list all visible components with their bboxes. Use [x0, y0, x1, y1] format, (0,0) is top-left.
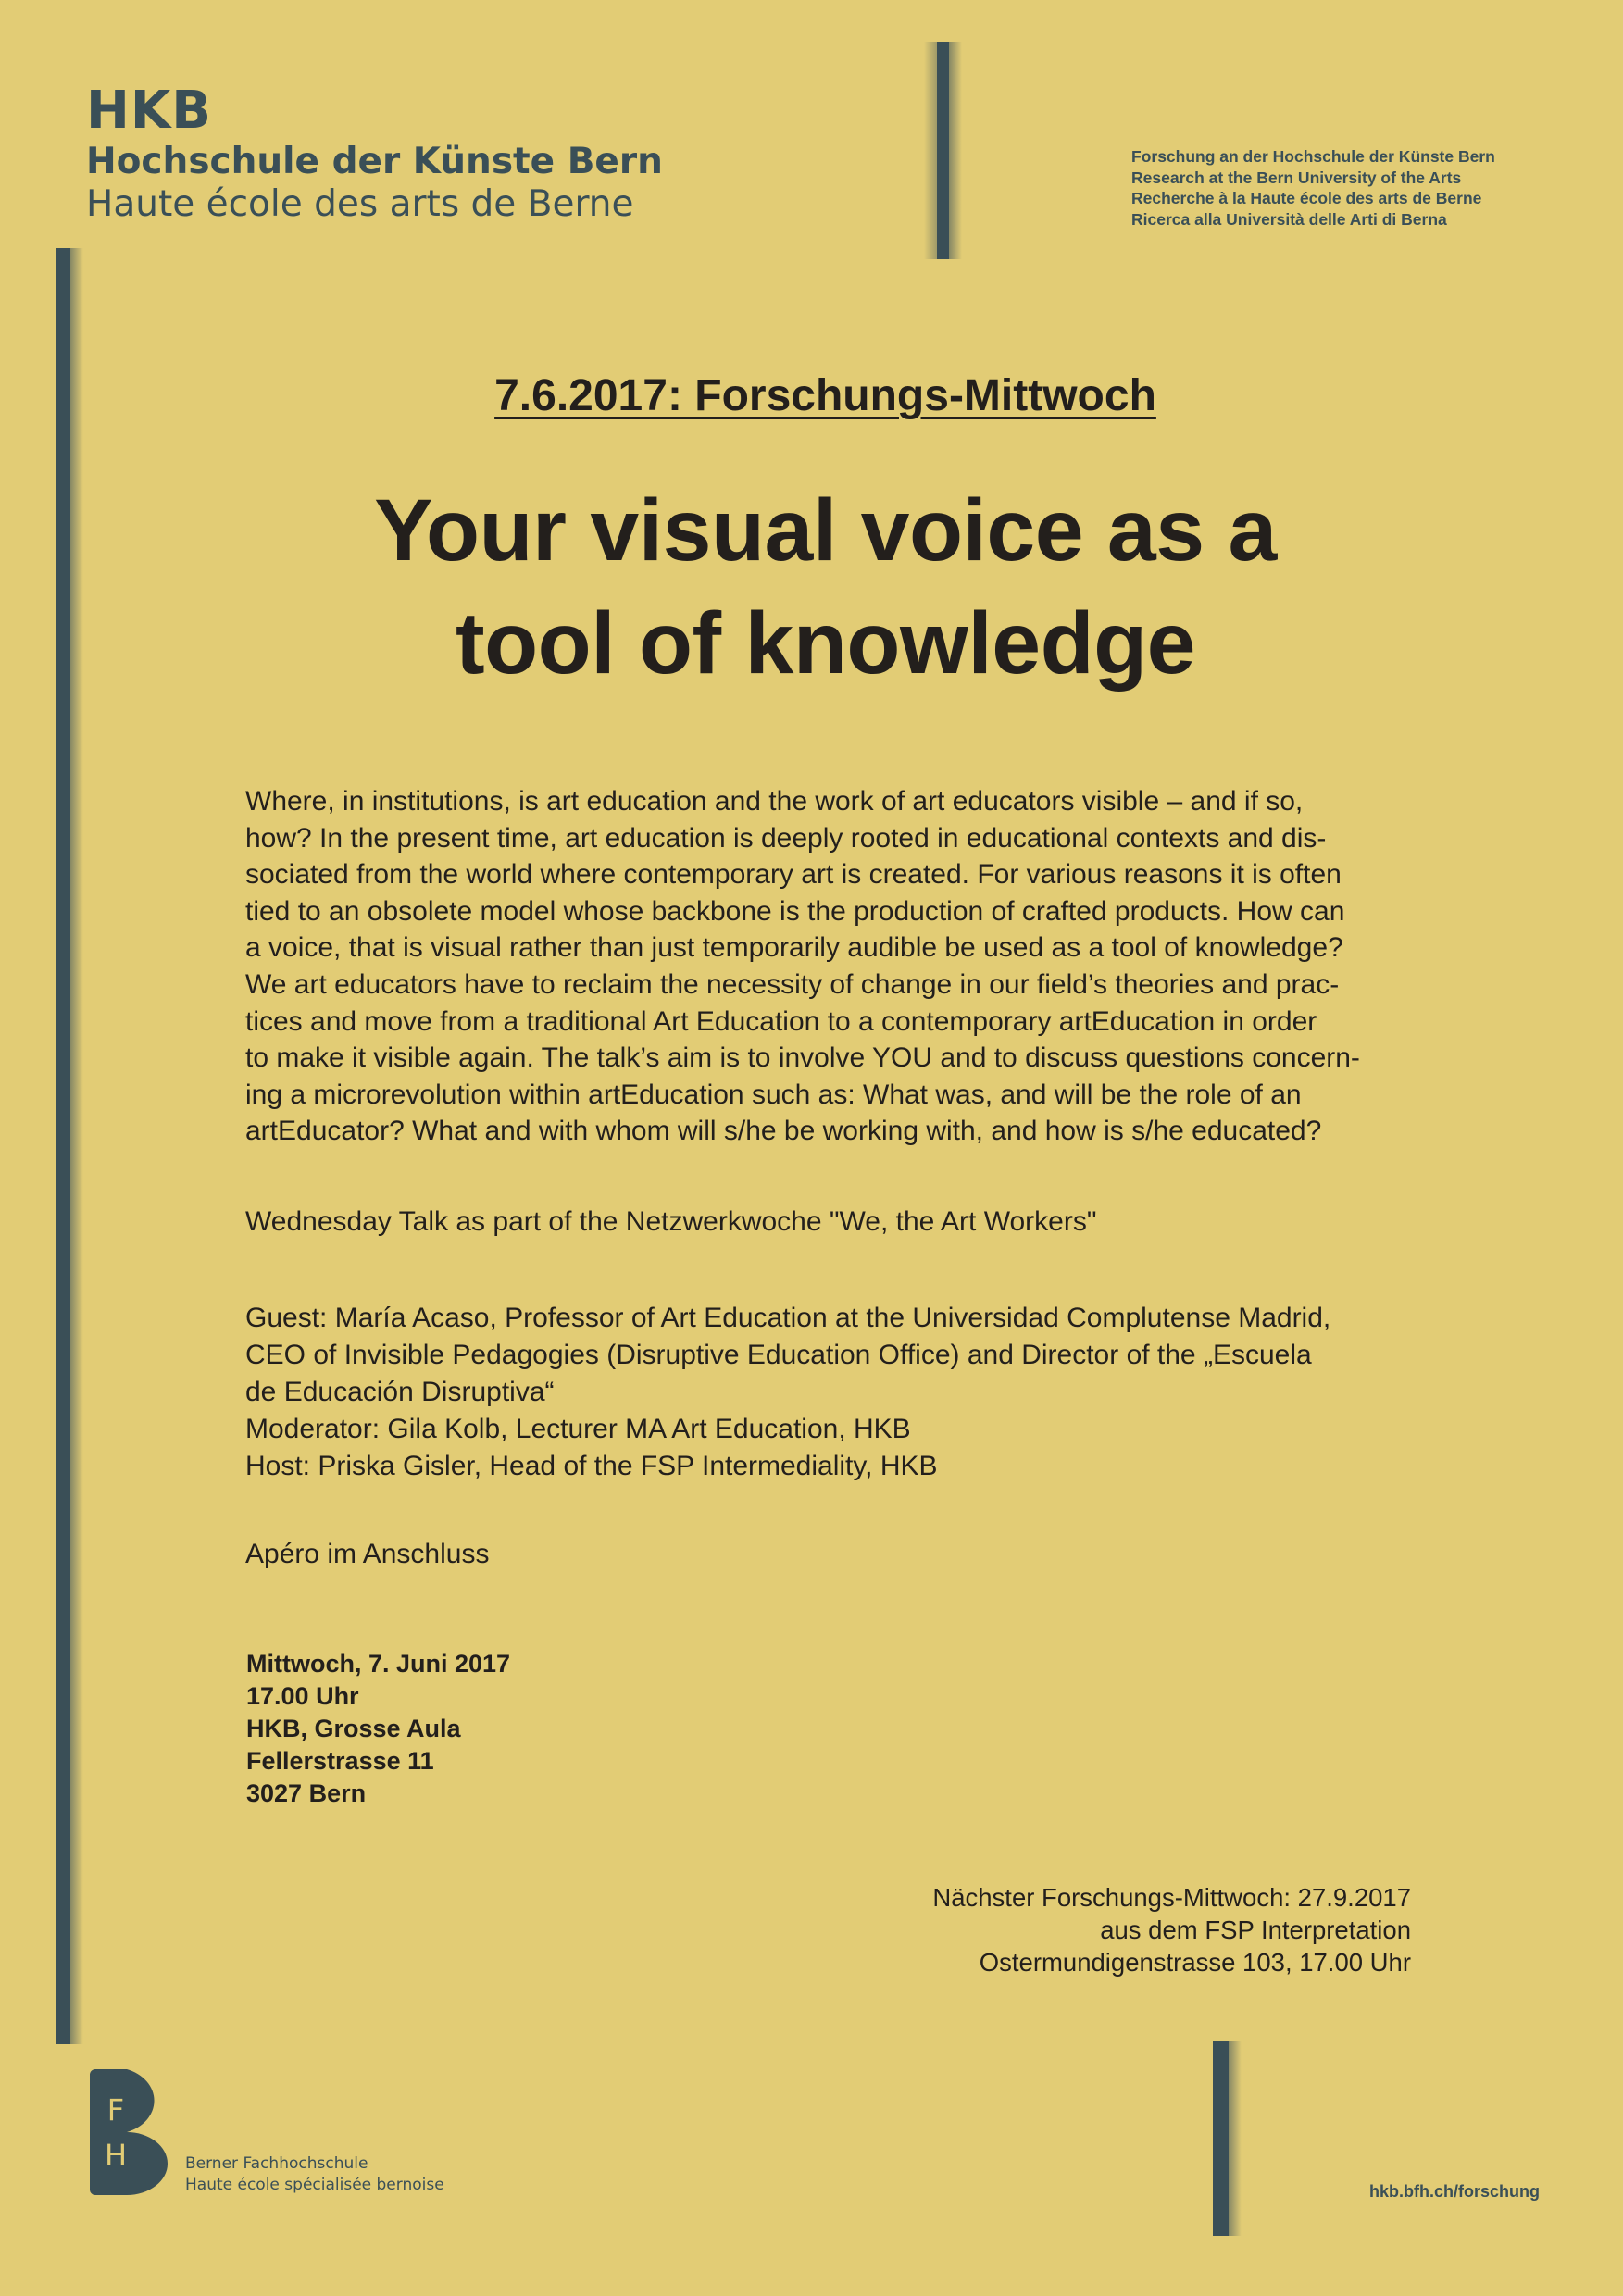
event-city: 3027 Bern: [246, 1779, 367, 1807]
description-line: how? In the present time, art education is deeply rooted in educational contexts and dis-: [245, 822, 1327, 854]
event-details: [246, 1648, 510, 1810]
description-line: tices and move from a traditional Art Education to a contemporary artEducation in order: [245, 1005, 1317, 1037]
main-title-line: Your visual voice as a: [374, 481, 1277, 580]
next-event-line: aus dem FSP Interpretation: [1100, 1915, 1411, 1944]
event-date: Mittwoch, 7. Juni 2017: [246, 1650, 511, 1678]
logo-line-french: Haute école des arts de Berne: [86, 183, 634, 225]
research-line: Research at the Bern University of the Arts: [1131, 168, 1462, 187]
moderator-line: Moderator: Gila Kolb, Lecturer MA Art Education, HKB: [245, 1414, 911, 1444]
description-paragraph: [245, 783, 1417, 1150]
guest-line: de Educación Disruptiva“: [245, 1377, 555, 1407]
event-street: Fellerstrasse 11: [246, 1747, 434, 1775]
event-date-title: 7.6.2017: Forschungs-Mittwoch: [494, 371, 1156, 420]
description-line: artEducator? What and with whom will s/he be working with, and how is s/he educated?: [245, 1116, 1322, 1147]
website-link[interactable]: hkb.bfh.ch/forschung: [1369, 2182, 1540, 2201]
hkb-logo: [86, 83, 663, 226]
research-line: Ricerca alla Università delle Arti di Berna: [1131, 209, 1447, 229]
guest-info: [245, 1300, 1330, 1485]
main-title-line: tool of knowledge: [456, 594, 1195, 693]
apero-note: Apéro im Anschluss: [245, 1539, 490, 1569]
description-line: to make it visible again. The talk’s aim is to involve YOU and to discuss questions concern-: [245, 1042, 1360, 1074]
logo-short: HKB: [86, 81, 212, 141]
bfh-letter: F: [106, 2092, 125, 2128]
next-event-line: Ostermundigenstrasse 103, 17.00 Uhr: [979, 1948, 1411, 1977]
bfh-name-german: Berner Fachhochschule: [185, 2154, 368, 2173]
top-decorative-bar: [937, 42, 949, 259]
description-line: Where, in institutions, is art education and the work of art educators visible – and if so,: [245, 786, 1304, 817]
next-event-line: Nächster Forschungs-Mittwoch: 27.9.2017: [932, 1883, 1411, 1912]
logo-line-german: Hochschule der Künste Bern: [86, 141, 663, 182]
bfh-name: [185, 2153, 444, 2196]
event-venue: HKB, Grosse Aula: [246, 1715, 461, 1742]
description-line: ing a microrevolution within artEducation such as: What was, and will be the role of an: [245, 1079, 1302, 1110]
description-line: tied to an obsolete model whose backbone is the production of crafted products. How can: [245, 895, 1345, 927]
bottom-decorative-bar: [1213, 2041, 1229, 2236]
bfh-letter: H: [104, 2138, 128, 2173]
guest-line: CEO of Invisible Pedagogies (Disruptive Education Office) and Director of the „Escuela: [245, 1340, 1312, 1370]
host-line: Host: Priska Gisler, Head of the FSP Intermediality, HKB: [245, 1451, 938, 1481]
event-time: 17.00 Uhr: [246, 1682, 359, 1710]
research-tagline: [1131, 146, 1495, 230]
event-description: [245, 783, 1417, 1150]
next-event: [932, 1881, 1411, 1978]
research-line: Recherche à la Haute école des arts de Berne: [1131, 189, 1482, 207]
description-line: sociated from the world where contemporary art is created. For various reasons it is often: [245, 859, 1342, 891]
bfh-name-french: Haute école spécialisée bernoise: [185, 2176, 444, 2194]
research-line: Forschung an der Hochschule der Künste Bern: [1131, 147, 1495, 166]
talk-note: Wednesday Talk as part of the Netzwerkwoche "We, the Art Workers": [245, 1206, 1097, 1237]
description-line: We art educators have to reclaim the necessity of change in our field’s theories and prac-: [245, 968, 1340, 1000]
main-title: [0, 474, 1623, 700]
guest-line: Guest: María Acaso, Professor of Art Education at the Universidad Complutense Madrid,: [245, 1303, 1331, 1333]
description-line: a voice, that is visual rather than just temporarily audible be used as a tool of knowledge?: [245, 932, 1343, 964]
bfh-logo-icon: [90, 2069, 169, 2195]
